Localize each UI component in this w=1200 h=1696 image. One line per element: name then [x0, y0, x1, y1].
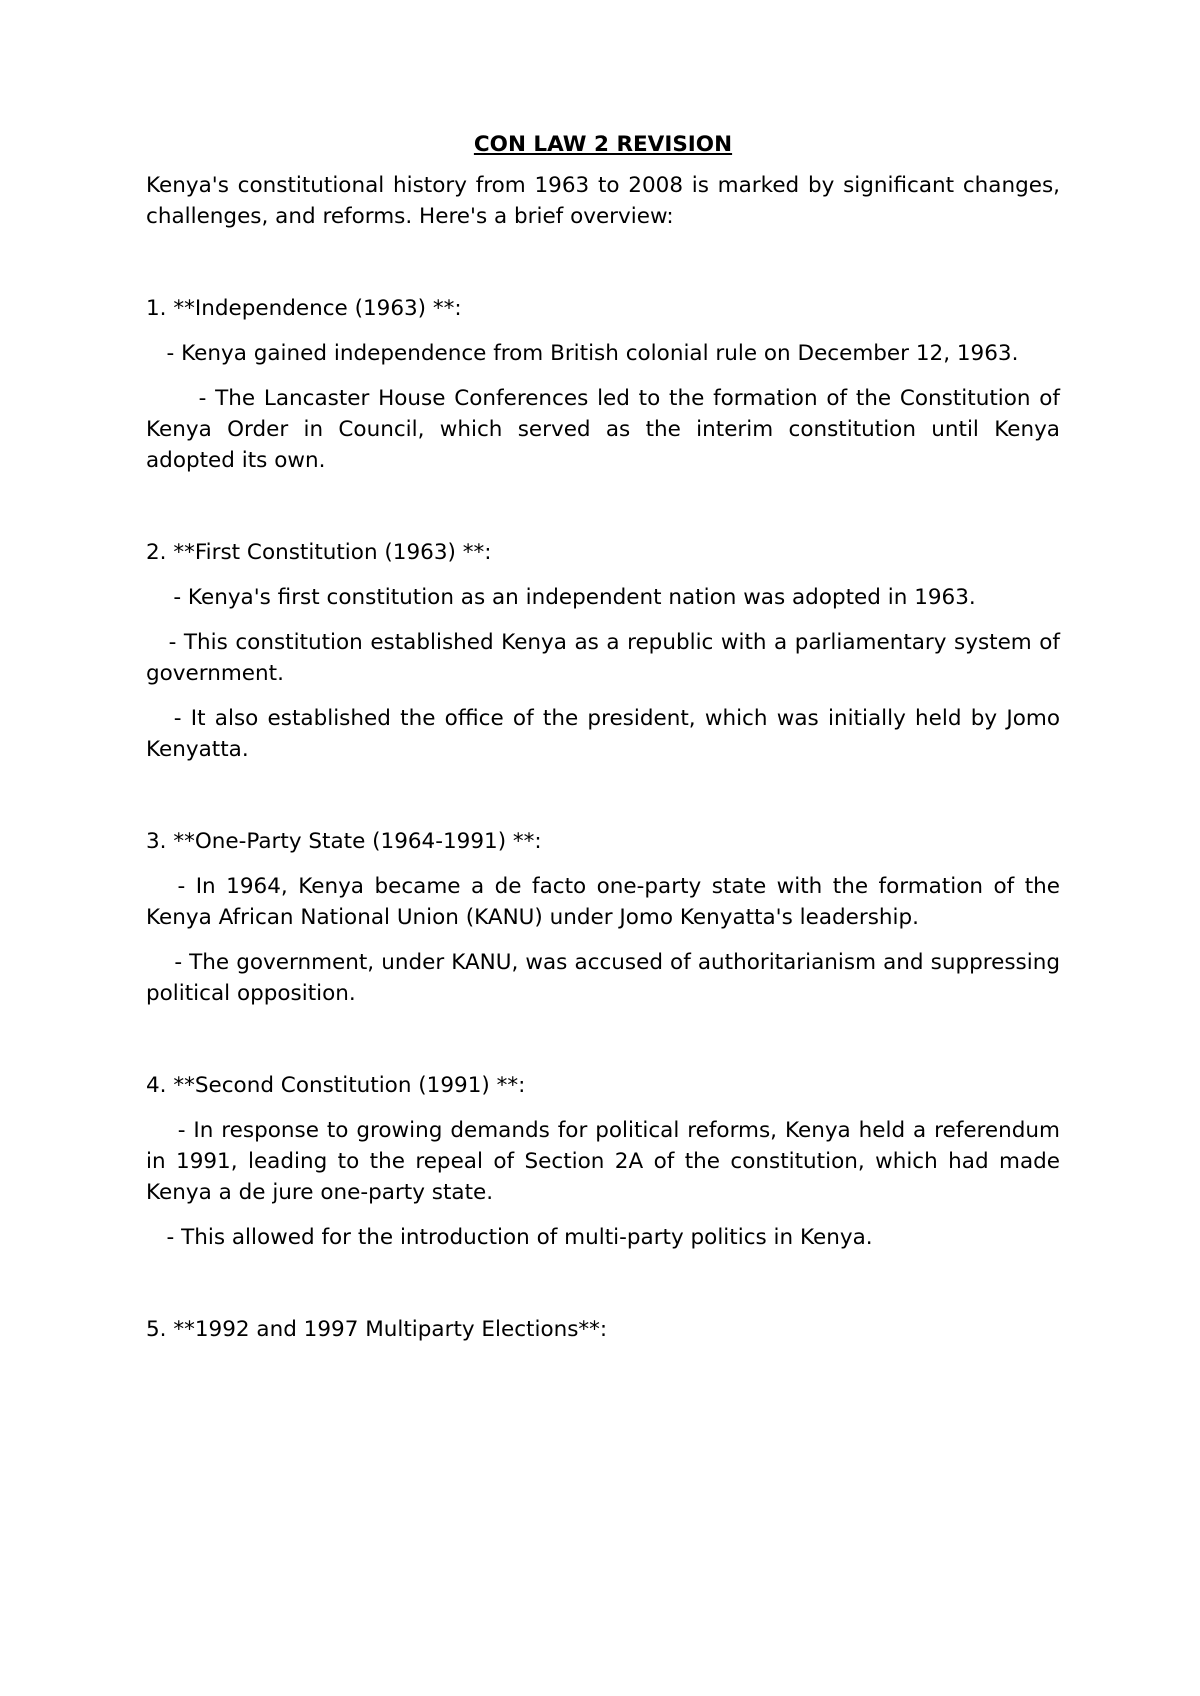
section-first-constitution	[146, 537, 1067, 765]
section-second-constitution	[146, 1070, 1067, 1253]
intro-paragraph: Kenya's constitutional history from 1963 to 2008 is marked by significant changes, challenges, and reforms. Here's a brief overview:	[146, 173, 1060, 229]
bullet-item: - In 1964, Kenya became a de facto one-party state with the formation of the Kenya African National Union (KANU) under Jomo Kenyatta's leadership.	[146, 874, 1067, 930]
section-heading: 2. **First Constitution (1963) **:	[146, 540, 492, 565]
section-heading: 4. **Second Constitution (1991) **:	[146, 1073, 526, 1098]
bullet-item: - This constitution established Kenya as a republic with a parliamentary system of government.	[146, 630, 1067, 686]
document-title: CON LAW 2 REVISION	[473, 132, 733, 157]
section-multiparty-elections	[146, 1314, 1060, 1345]
bullet-item: - It also established the office of the president, which was initially held by Jomo Kenyatta.	[146, 706, 1067, 762]
section-independence	[146, 293, 1067, 476]
bullet-item: - Kenya's first constitution as an independent nation was adopted in 1963.	[146, 585, 976, 610]
bullet-item: - In response to growing demands for political reforms, Kenya held a referendum in 1991, leading to the repeal of Section 2A of the constitution, which had made Kenya a de jure one-party state.	[146, 1118, 1067, 1205]
section-heading: 3. **One-Party State (1964-1991) **:	[146, 829, 542, 854]
section-heading: 5. **1992 and 1997 Multiparty Elections**:	[146, 1317, 608, 1342]
bullet-item: - Kenya gained independence from British colonial rule on December 12, 1963.	[146, 341, 1019, 366]
bullet-item: - This allowed for the introduction of multi-party politics in Kenya.	[146, 1225, 873, 1250]
section-heading: 1. **Independence (1963) **:	[146, 296, 462, 321]
section-one-party-state	[146, 826, 1067, 1009]
document-page	[146, 130, 1067, 1359]
bullet-item: - The government, under KANU, was accused of authoritarianism and suppressing political opposition.	[146, 950, 1067, 1006]
bullet-item: - The Lancaster House Conferences led to the formation of the Constitution of Kenya Order in Council, which served as the interim constitution until Kenya adopted its own.	[146, 386, 1067, 473]
